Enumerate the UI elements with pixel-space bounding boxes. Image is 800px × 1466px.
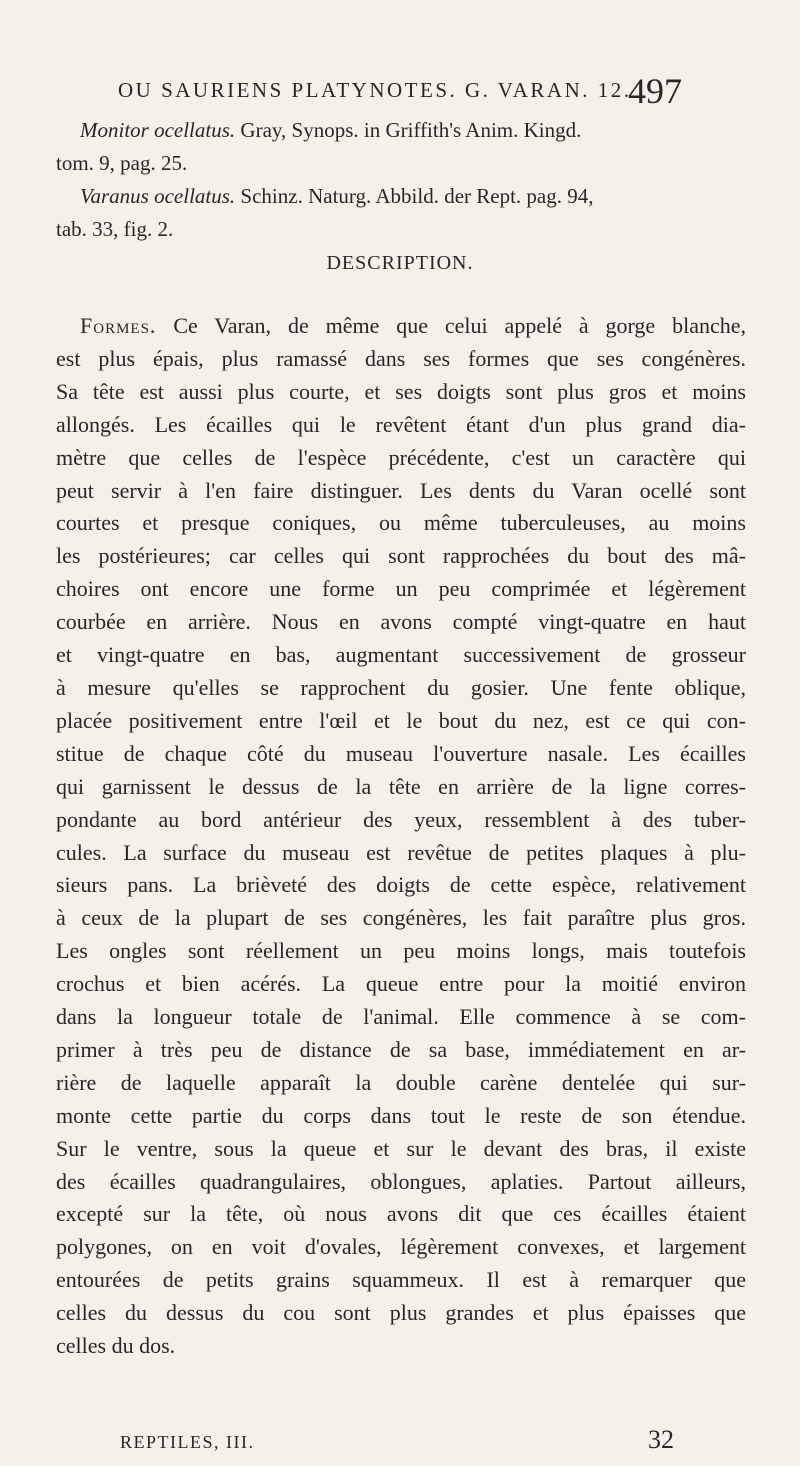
text-line-content: à ceux de la plupart de ses congénères, les fait paraître plus gros. — [56, 905, 746, 931]
text-line — [56, 475, 746, 508]
text-line — [56, 1067, 746, 1100]
text-line-content: dans la longueur totale de l'animal. Elle commence à se com- — [56, 1004, 746, 1030]
text-line — [56, 343, 746, 376]
text-line-content: placée positivement entre l'œil et le bout du nez, est ce qui con- — [56, 707, 746, 733]
text-line-content: primer à très peu de distance de sa base, immédiatement en ar- — [56, 1036, 746, 1062]
text-line-content: qui garnissent le dessus de la tête en arrière de la ligne corres- — [56, 773, 746, 799]
text-line — [56, 639, 746, 672]
reference-citation: Schinz. Naturg. Abbild. der Rept. pag. 94, — [235, 184, 594, 208]
text-line — [56, 573, 746, 606]
text-line — [56, 902, 746, 935]
text-line — [56, 1264, 746, 1297]
text-line-content: polygones, on en voit d'ovales, légèrement convexes, et largement — [56, 1234, 746, 1260]
text-line — [56, 507, 746, 540]
text-line-content: Ce Varan, de même que celui appelé à gorge blanche, — [156, 313, 746, 338]
text-line-content: Sa tête est aussi plus courte, et ses doigts sont plus gros et moins — [56, 378, 746, 404]
text-line-content: pondante au bord antérieur des yeux, ressemblent à des tuber- — [56, 806, 746, 832]
paragraph-lead: Formes. — [80, 313, 157, 338]
running-head — [118, 78, 688, 103]
text-line — [56, 1133, 746, 1166]
running-head-text: OU SAURIENS PLATYNOTES. G. VARAN. 12. — [118, 78, 632, 102]
text-line — [56, 376, 746, 409]
text-line-content: stitue de chaque côté du museau l'ouverture nasale. Les écailles — [56, 740, 746, 766]
text-line — [56, 672, 746, 705]
text-line — [56, 771, 746, 804]
text-line-content: sieurs pans. La brièveté des doigts de cette espèce, relativement — [56, 872, 746, 898]
text-line-content: excepté sur la tête, où nous avons dit que ces écailles étaient — [56, 1201, 746, 1227]
text-line — [56, 606, 746, 639]
text-line — [56, 310, 746, 343]
text-line-content: allongés. Les écailles qui le revêtent étant d'un plus grand dia- — [56, 411, 746, 437]
text-line-content: crochus et bien acérés. La queue entre pour la moitié environ — [56, 971, 746, 997]
text-line-content: entourées de petits grains squammeux. Il est à remarquer que — [56, 1267, 746, 1293]
text-line-content: les postérieures; car celles qui sont rapprochées du bout des mâ- — [56, 543, 746, 569]
text-line-content: Les ongles sont réellement un peu moins longs, mais toutefois — [56, 938, 746, 964]
text-line — [56, 968, 746, 1001]
reference-citation: Gray, Synops. in Griffith's Anim. Kingd. — [235, 118, 582, 142]
text-line — [56, 1166, 746, 1199]
text-line-content: rière de laquelle apparaît la double carène dentelée qui sur- — [56, 1069, 746, 1095]
text-line-content: monte cette partie du corps dans tout le reste de son étendue. — [56, 1102, 746, 1128]
description-paragraph — [56, 310, 746, 1363]
text-line-content: peut servir à l'en faire distinguer. Les dents du Varan ocellé sont — [56, 477, 746, 503]
reference-entry — [56, 114, 736, 147]
text-line-content: et vingt-quatre en bas, augmentant successivement de grosseur — [56, 642, 746, 668]
section-heading: DESCRIPTION. — [326, 252, 474, 274]
text-line-content: des écailles quadrangulaires, oblongues, aplaties. Partout ailleurs, — [56, 1168, 746, 1194]
text-line — [56, 540, 746, 573]
text-line — [56, 804, 746, 837]
text-line-content: celles du dos. — [56, 1333, 176, 1359]
printer-signature: REPTILES, III. — [120, 1432, 255, 1452]
text-line — [56, 837, 746, 870]
text-line — [56, 442, 746, 475]
page-number: 497 — [628, 71, 682, 111]
text-line-content: Sur le ventre, sous la queue et sur le devant des bras, il existe — [56, 1135, 746, 1161]
text-line — [56, 1001, 746, 1034]
text-line-content: courbée en arrière. Nous en avons compté vingt-quatre en haut — [56, 609, 746, 635]
text-line — [56, 705, 746, 738]
signature-number: 32 — [648, 1425, 674, 1454]
taxon-name: Varanus ocellatus. — [80, 184, 236, 208]
reference-entry — [56, 180, 736, 213]
reference-continuation: tom. 9, pag. 25. — [56, 151, 188, 175]
synonym-references — [56, 114, 736, 246]
text-line — [56, 1100, 746, 1133]
text-line — [56, 1297, 746, 1330]
text-line — [56, 1198, 746, 1231]
taxon-name: Monitor ocellatus. — [80, 118, 236, 142]
text-line-content: choires ont encore une forme un peu comprimée et légèrement — [56, 576, 746, 602]
text-line — [56, 1330, 746, 1363]
text-line — [56, 409, 746, 442]
text-line — [56, 935, 746, 968]
text-line-content: cules. La surface du museau est revêtue de petites plaques à plu- — [56, 839, 746, 865]
text-line-content: courtes et presque coniques, ou même tuberculeuses, au moins — [56, 510, 746, 536]
text-line — [56, 869, 746, 902]
text-line — [56, 1231, 746, 1264]
reference-continuation: tab. 33, fig. 2. — [56, 217, 174, 241]
text-line-content: mètre que celles de l'espèce précédente, c'est un caractère qui — [56, 444, 746, 470]
text-line-content: est plus épais, plus ramassé dans ses formes que ses congénères. — [56, 345, 746, 371]
text-line-content: à mesure qu'elles se rapprochent du gosier. Une fente oblique, — [56, 674, 746, 700]
text-line-content: celles du dessus du cou sont plus grandes et plus épaisses que — [56, 1300, 746, 1326]
text-line — [56, 738, 746, 771]
text-line — [56, 1034, 746, 1067]
